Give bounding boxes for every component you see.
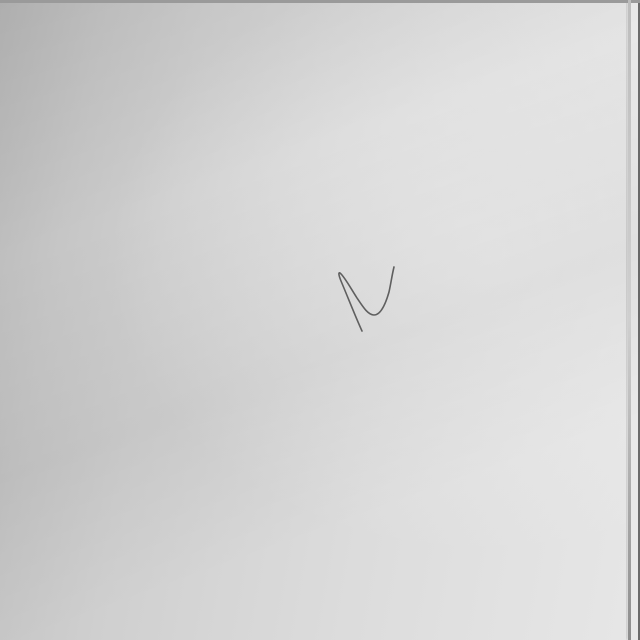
pencil-stroke (339, 267, 394, 331)
